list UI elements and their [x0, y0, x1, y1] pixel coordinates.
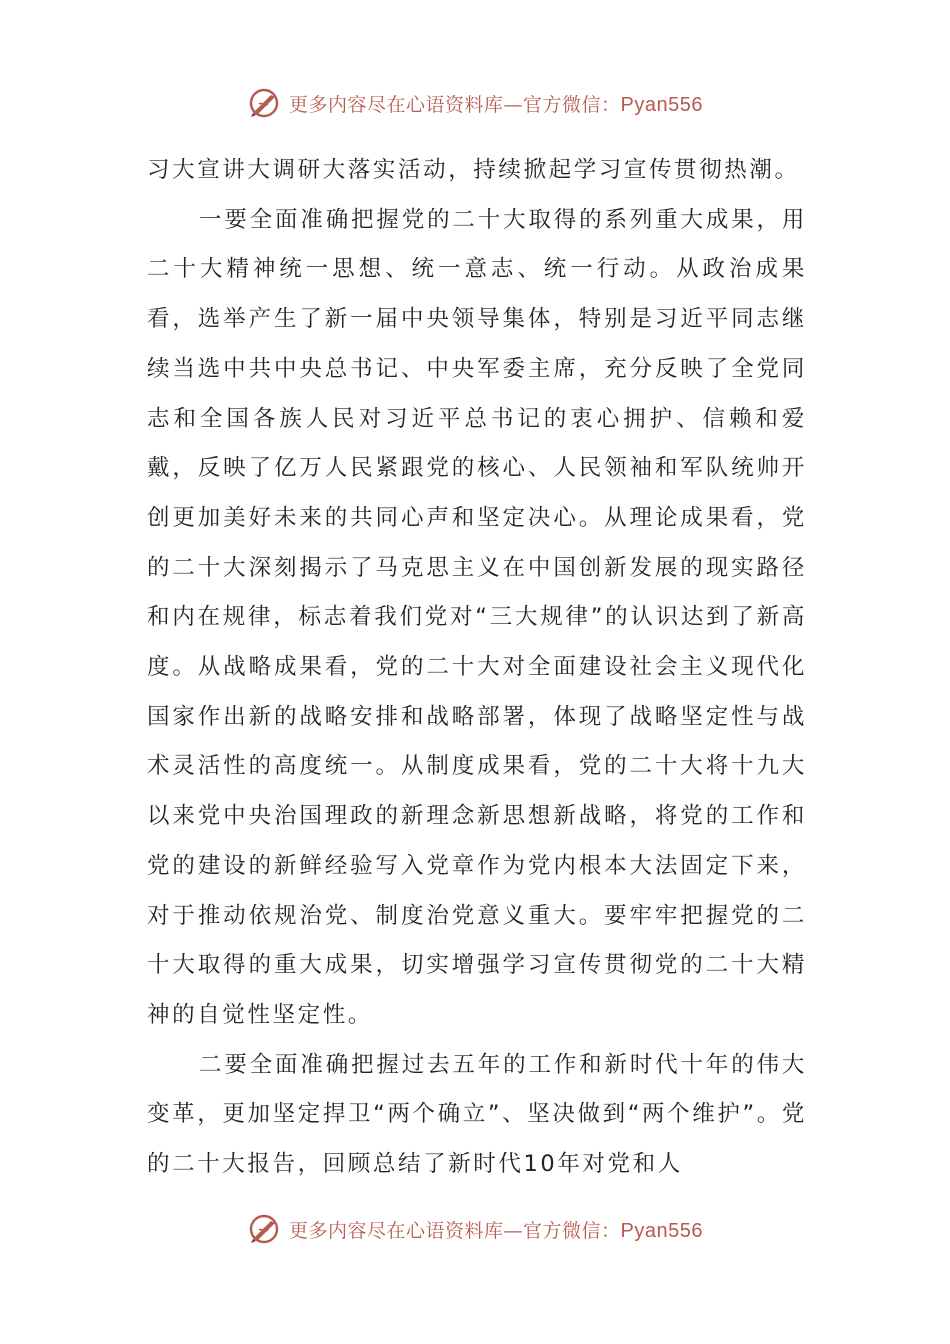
header-watermark: [0, 83, 950, 123]
pen-circle-logo-icon: [247, 1212, 281, 1246]
watermark-label: 更多内容尽在心语资料库—官方微信：: [289, 1219, 621, 1242]
watermark-wechat-id: Pyan556: [620, 93, 703, 116]
paragraph-3: 二要全面准确把握过去五年的工作和新时代十年的伟大变革，更加坚定捍卫“两个确立”、坚决做到“两个维护”。党的二十大报告，回顾总结了新时代10年对党和人: [147, 1051, 807, 1178]
paragraph-2: 一要全面准确把握党的二十大取得的系列重大成果，用二十大精神统一思想、统一意志、统一行动。从政治成果看，选举产生了新一届中央领导集体，特别是习近平同志继续当选中共中央总书记、中央军委主席，充分反映了全党同志和全国各族人民对习近平总书记的衷心拥护、信赖和爱戴，反映了亿万人民紧跟党的核心、人民领袖和军队统帅开创更加美好未来的共同心声和坚定决心。从理论成果看，党的二十大深刻揭示了马克思主义在中国创新发展的现实路径和内在规律，标志着我们党对“三大规律”的认识达到了新高度。从战略成果看，党的二十大对全面建设社会主义现代化国家作出新的战略安排和战略部署，体现了战略坚定性与战术灵活性的高度统一。从制度成果看，党的二十大将十九大以来党中央治国理政的新理念新思想新战略，将党的工作和党的建设的新鲜经验写入党章作为党内根本大法固定下来，对于推动依规治党、制度治党意义重大。要牢牢把握党的二十大取得的重大成果，切实增强学习宣传贯彻党的二十大精神的自觉性坚定性。: [147, 206, 807, 1028]
watermark-text: [289, 1216, 703, 1243]
watermark-label: 更多内容尽在心语资料库—官方微信：: [289, 93, 621, 116]
watermark-text: [289, 90, 703, 117]
watermark-wechat-id: Pyan556: [620, 1219, 703, 1242]
paragraph-1: 习大宣讲大调研大落实活动，持续掀起学习宣传贯彻热潮。: [147, 157, 800, 183]
footer-watermark: [0, 1209, 950, 1249]
document-body: [147, 146, 807, 1190]
pen-circle-logo-icon: [247, 86, 281, 120]
